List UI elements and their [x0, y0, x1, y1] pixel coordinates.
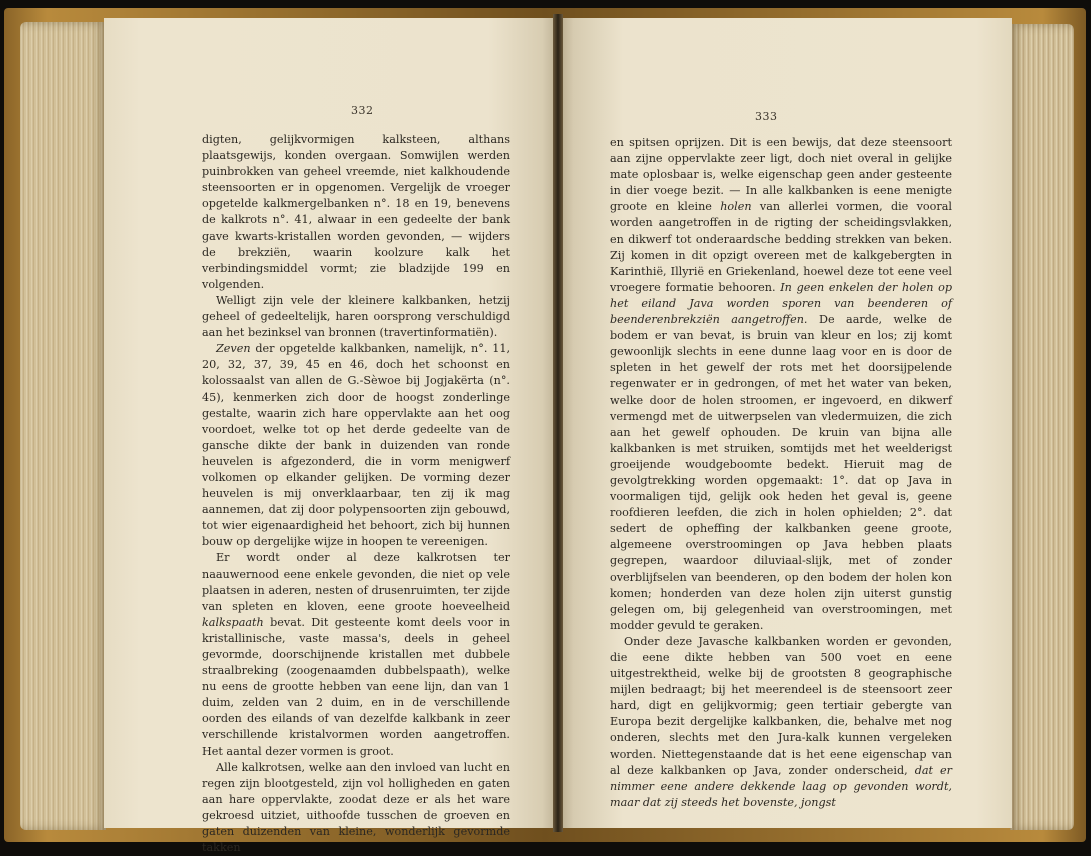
page-number: 333 — [755, 110, 778, 123]
page-text — [202, 132, 510, 856]
paragraph: Er wordt onder al deze kalkrotsen ter naauwernood eene enkele gevonden, die niet op vele plaatsen in aderen, nesten of drusenruimten, ter zijde van spleten en kloven, eene groote hoeveelheid kalkspaath bevat. Dit gesteente komt deels voor in kristallinische, vaste massa's, deels in geheel gevormde, doorschijnende kristallen met dubbele straalbreking (zoogenaamden dubbelspaath), welke nu eens de grootte hebben van eene lijn, dan van 1 duim, zelden van 2 duim, en in de verschillende oorden des eilands of van dezelfde kalkbank in zeer verschillende kristalvormen worden aangetroffen. Het aantal dezer vormen is groot. — [202, 551, 510, 758]
left-page — [104, 18, 556, 855]
paragraph: Zeven der opgetelde kalkbanken, namelijk, n°. 11, 20, 32, 37, 39, 45 en 46, doch het schoonst en kolossaalst van allen de G.-Sèwoe bij Jogjakërta (n°. 45), kenmerken zich door de hoogst zonderlinge gestalte, waarin zich hare oppervlakte aan het oog voordoet, welke tot op het derde gedeelte van de gansche dikte der bank in duizenden van ronde heuvelen is afgezonderd, die in vorm menigwerf volkomen op elkander gelijken. De vorming dezer heuvelen is mij onverklaarbaar, ten zij ik mag aannemen, dat zij door polypensoorten zijn gebouwd, tot wier eigenaardigheid het behoort, zich bij hunnen bouw op dergelijke wijze in hoopen te vereenigen. — [202, 342, 510, 549]
page-text — [610, 135, 952, 811]
paragraph: Welligt zijn vele der kleinere kalkbanken, hetzij geheel of gedeeltelijk, haren oorsprong verschuldigd aan het bezinksel van bronnen (travertinformatiën). — [202, 293, 510, 340]
page-number: 332 — [351, 104, 374, 117]
paragraph: en spitsen oprijzen. Dit is een bewijs, dat deze steensoort aan zijne oppervlakte zeer ligt, doch niet overal in gelijke mate oplosbaar is, welke eigenschap geen ander gesteente in dier voege bezit. — In alle kalkbanken is eene menigte groote en kleine holen van allerlei vormen, die vooral worden aangetroffen in de rigting der scheidingsvlakken, en dikwerf tot onderaardsche bedding strekken van beken. Zij komen in dit opzigt overeen met de kalkgebergten in Karinthië, Illyrië en Griekenland, hoewel deze tot eene veel vroegere formatie behooren. In geen enkelen der holen op het eiland Java worden sporen van beenderen of beenderenbrekziën aangetroffen. De aarde, welke de bodem er van bevat, is bruin van kleur en los; zij komt gewoonlijk slechts in eene dunne laag voor en is door de spleten in het gewelf der rots met het doorsijpelende regenwater er in gedrongen, of met het water van beken, welke door de holen stroomen, er ingevoerd, en dikwerf vermengd met de uitwerpselen van vledermuizen, die zich aan het gewelf ophouden. De kruin van bijna alle kalkbanken is met struiken, somtijds met het weelderigst groeijende woudgeboomte bedekt. Hieruit mag de gevolgtrekking worden opgemaakt: 1°. dat op Java in voormaligen tijd, gelijk ook heden het geval is, geene roofdieren leefden, die zich in holen ophielden; 2°. dat sedert de opheffing der kalkbanken geene groote, algemeene overstroomingen op Java hebben plaats gegrepen, waardoor diluviaal-slijk, met of zonder overblijfselen van beenderen, op den bodem der holen kon komen; honderden van deze holen zijn uiterst gunstig gelegen om, bij gelegenheid van overstroomingen, met modder gevuld te geraken. — [610, 136, 952, 632]
paragraph: Alle kalkrotsen, welke aan den invloed van lucht en regen zijn blootgesteld, zijn vol holligheden en gaten aan hare oppervlakte, zoodat deze er als het ware gekroesd uitziet, uithoofde tusschen de groeven en gaten duizenden van kleine, wonderlijk gevormde takken — [202, 760, 510, 855]
paragraph: Onder deze Javasche kalkbanken worden er gevonden, die eene dikte hebben van 500 voet en eene uitgestrektheid, welke bij de grootsten 8 geographische mijlen bedraagt; bij het meerendeel is de steensoort zeer hard, digt en gelijkvormig; geen tertiair gebergte van Europa bezit dergelijke kalkbanken, die, behalve met nog onderen, slechts met den Jura-kalk kunnen vergeleken worden. Niettegenstaande dat is het eene eigenschap van al deze kalkbanken op Java, zonder onderscheid, dat er nimmer eene andere dekkende laag op gevonden wordt, maar dat zij steeds het bovenste, jongst — [610, 634, 952, 809]
left-page-stack — [20, 22, 106, 830]
right-page — [560, 18, 1012, 828]
book-gutter — [553, 14, 563, 832]
right-page-stack — [1010, 24, 1074, 830]
paragraph: digten, gelijkvormigen kalksteen, althans plaatsgewijs, konden overgaan. Somwijlen werden puinbrokken van geheel vreemde, niet kalkhoudende steensoorten er in opgenomen. Vergelijk de vroeger opgetelde kalkmergelbanken n°. 18 en 19, benevens de kalkrots n°. 41, alwaar in een gedeelte der bank gave kwarts-kristallen worden gevonden, — wijders de brekziën, waarin koolzure kalk het verbindingsmiddel vormt; zie bladzijde 199 en volgenden. — [202, 133, 510, 291]
